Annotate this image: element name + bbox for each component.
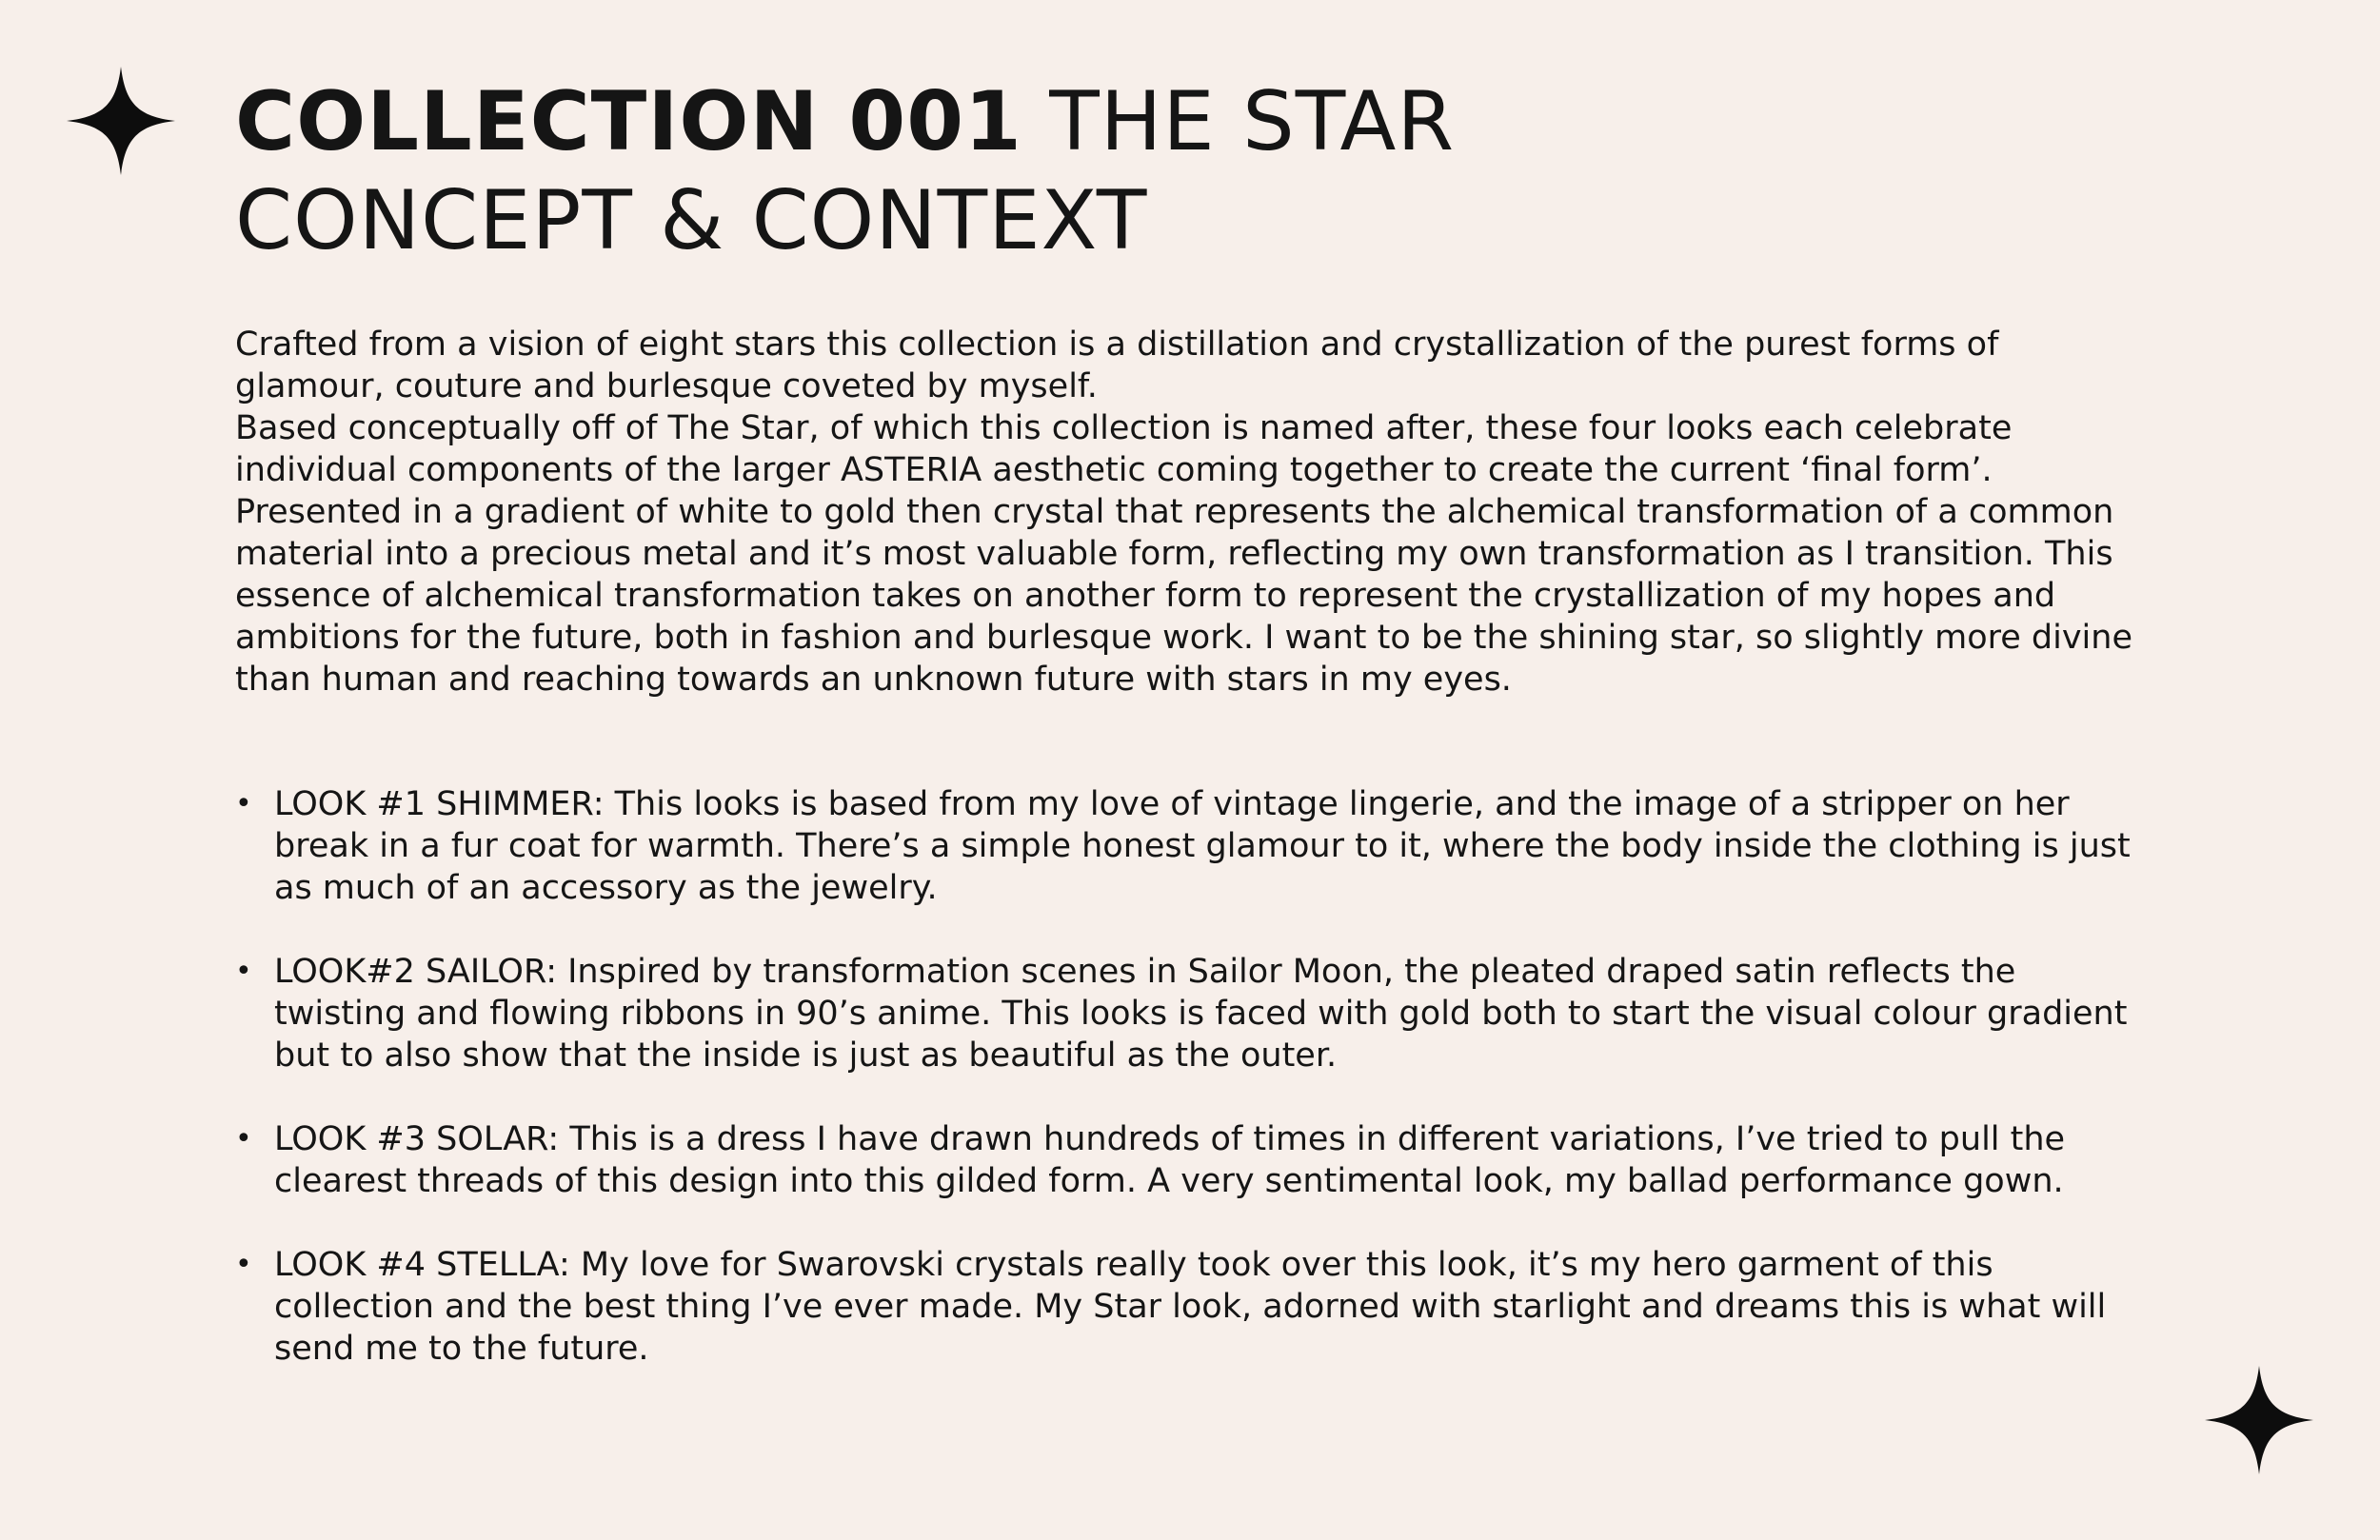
list-item (235, 1244, 2149, 1370)
bullet-icon: • (235, 1248, 252, 1281)
section-subtitle: CONCEPT & CONTEXT (235, 173, 1148, 268)
look-description: LOOK#2 SAILOR: Inspired by transformation scenes in Sailor Moon, the pleated draped satin reflects the twisting and flowing ribbons in 90’s anime. This looks is faced with gold both to start the visual colour gradient but to also show that the inside is just as beautiful as the outer. (274, 953, 2128, 1075)
four-point-star-icon (2205, 1366, 2313, 1474)
intro-paragraph: Presented in a gradient of white to gold then crystal that represents the alchemical transformation of a common material into a precious metal and it’s most valuable form, reflecting my own transformation as I transition. This essence of alchemical transformation takes on another form to represent the crystallization of my hopes and ambitions for the future, both in fashion and burlesque work. I want to be the shining star, so slightly more divine than human and reaching towards an unknown future with stars in my eyes. (235, 493, 2133, 699)
list-item (235, 783, 2149, 909)
page-title (235, 72, 1455, 270)
four-point-star-icon (67, 67, 175, 175)
look-description: LOOK #4 STELLA: My love for Swarovski crystals really took over this look, it’s my hero garment of this collection and the best thing I’ve ever made. My Star look, adorned with starlight and dreams this is what will send me to the future. (274, 1246, 2107, 1368)
look-description: LOOK #1 SHIMMER: This looks is based from my love of vintage lingerie, and the image of a stripper on her break in a fur coat for warmth. There’s a simple honest glamour to it, where the body inside the clothing is just as much of an accessory as the jewelry. (274, 785, 2131, 907)
list-item (235, 951, 2149, 1076)
look-description: LOOK #3 SOLAR: This is a dress I have drawn hundreds of times in different variations, I’ve tried to pull the clearest threads of this design into this gilded form. A very sentimental look, my ballad performance gown. (274, 1120, 2066, 1200)
intro-paragraph: Crafted from a vision of eight stars this collection is a distillation and crystallization of the purest forms of glamour, couture and burlesque coveted by myself. (235, 326, 1999, 405)
bullet-icon: • (235, 787, 252, 820)
intro-paragraph: Based conceptually off of The Star, of which this collection is named after, these four looks each celebrate individual components of the larger ASTERIA aesthetic coming together to create the current ‘final form’. (235, 409, 2013, 489)
collection-number: COLLECTION 001 (235, 74, 1022, 169)
looks-list (235, 783, 2149, 1370)
bullet-icon: • (235, 955, 252, 988)
intro-text (235, 324, 2149, 701)
collection-name: THE STAR (1049, 74, 1456, 169)
bullet-icon: • (235, 1122, 252, 1155)
list-item (235, 1118, 2149, 1202)
